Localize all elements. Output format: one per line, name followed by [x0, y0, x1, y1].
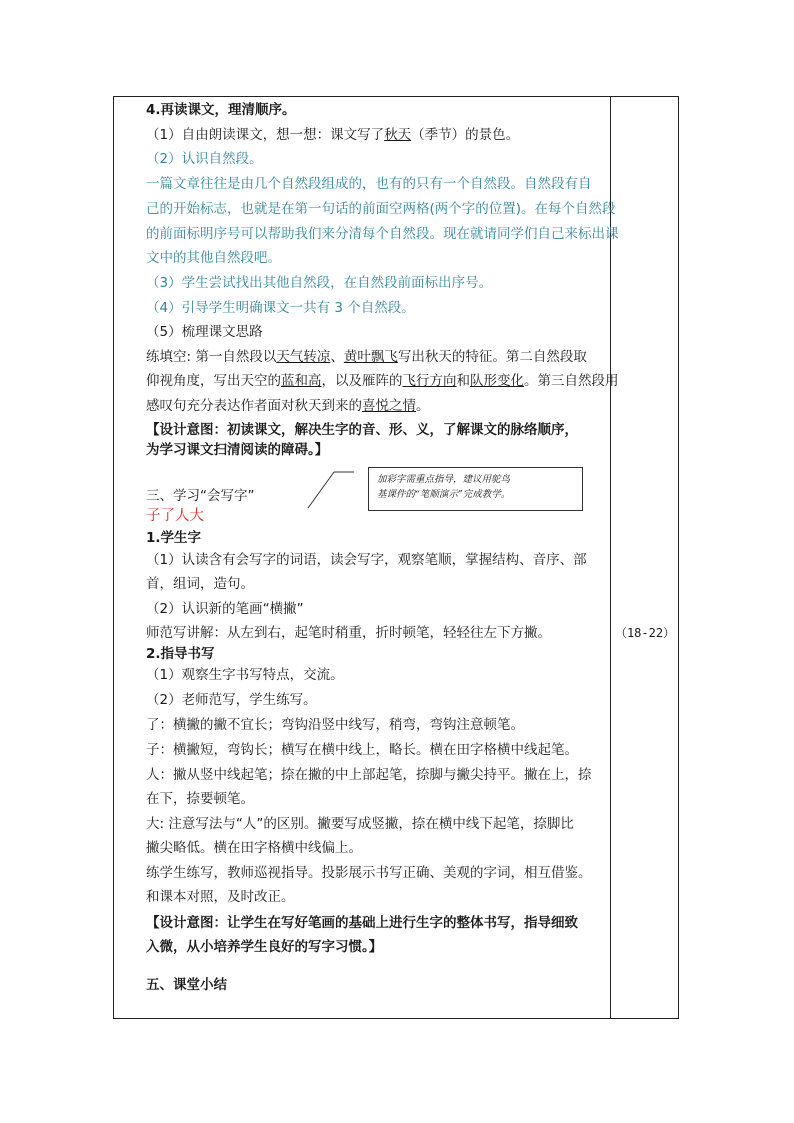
text-line: 练学生练写，教师巡视指导。投影展示书写正确、美观的字词，相互借鉴。 [146, 865, 592, 881]
paragraph-line: 的前面标明序号可以帮助我们来分清每个自然段。现在就请同学们自己来标出课 [146, 226, 619, 242]
paragraph-line: 己的开始标志，也就是在第一句话的前面空两格(两个字的位置)。在每个自然段 [146, 201, 616, 217]
text-line: 师范写讲解：从左到右，起笔时稍重，折时顿笔，轻轻往左下方撇。 [146, 625, 551, 641]
design-intent: 【设计意图：让学生在写好笔画的基础上进行生字的整体书写，指导细致 [146, 915, 578, 931]
question-5: （5）梳理课文思路 [146, 324, 263, 340]
callout-line [306, 470, 356, 510]
design-intent: 【设计意图：初读课文，解决生字的音、形、义，了解课文的脉络顺序， [146, 422, 578, 438]
text-line: 在下，捺要顿笔。 [146, 791, 254, 807]
paragraph-line: 一篇文章往往是由几个自然段组成的，也有的只有一个自然段。自然段有自 [146, 176, 592, 192]
fill-blank-line: 练填空: 第一自然段以天气转凉、黄叶飘飞写出秋天的特征。第二自然段取 [146, 349, 587, 365]
note-line: 加彩字需重点指导，建议用鸵鸟 [377, 474, 511, 485]
text-line: 和课本对照，及时改正。 [146, 889, 295, 905]
text-line: 人：撇从竖中线起笔；捺在撇的中上部起笔，捺脚与撇尖持平。撇在上，捺 [146, 767, 592, 783]
question-1: （1）自由朗读课文，想一想：课文写了秋天（季节）的景色。 [146, 127, 520, 143]
section5-heading: 五、课堂小结 [146, 977, 227, 993]
text-line: 了：横撇的撇不宜长；弯钩沿竖中线写，稍弯，弯钩注意顿笔。 [146, 717, 524, 733]
fill-blank-line: 感叹句充分表达作者面对秋天到来的喜悦之情。 [146, 398, 430, 414]
question-3: （3）学生尝试找出其他自然段，在自然段前面标出序号。 [146, 275, 493, 291]
text-line: （1）观察生字书写特点，交流。 [146, 667, 344, 683]
section3-heading: 三、学习“会写字” [146, 488, 255, 504]
text-line: 大: 注意写法与“人”的区别。撇要写成竖撇，捺在横中线下起笔，捺脚比 [146, 816, 574, 832]
text-line: 撇尖略低。横在田字格横中线偏上。 [146, 840, 362, 856]
text-line: （2）认识新的笔画“横撇” [146, 601, 304, 617]
section4-heading: 4.再读课文，理清顺序。 [146, 102, 296, 118]
subheading: 1.学生字 [146, 530, 202, 546]
fill-blank-line: 仰视角度，写出天空的蓝和高，以及雁阵的飞行方向和队形变化。第三自然段用 [146, 373, 619, 389]
question-4: （4）引导学生明确课文一共有 3 个自然段。 [146, 300, 415, 316]
design-intent: 入微，从小培养学生良好的写字习惯。】 [146, 939, 383, 955]
paragraph-line: 文中的其他自然段吧。 [146, 250, 281, 266]
subheading: 2.指导书写 [146, 646, 215, 662]
question-2: （2）认识自然段。 [146, 151, 263, 167]
text-line: 首，组词，造句。 [146, 576, 254, 592]
text-line: （1）认读含有会写字的词语，读会写字，观察笔顺，掌握结构、音序、部 [146, 552, 587, 568]
note-line: 基课件的“笔顺演示”完成教学。 [377, 489, 511, 500]
time-allocation: （18-22） [614, 626, 676, 640]
design-intent: 为学习课文扫清阅读的障碍。】 [146, 442, 329, 458]
text-line: 子：横撇短，弯钩长；横写在横中线上，略长。横在田字格横中线起笔。 [146, 742, 578, 758]
teaching-note-box [368, 467, 583, 511]
focus-characters: 子了人大 [146, 508, 204, 524]
text-line: （2）老师范写，学生练写。 [146, 692, 317, 708]
